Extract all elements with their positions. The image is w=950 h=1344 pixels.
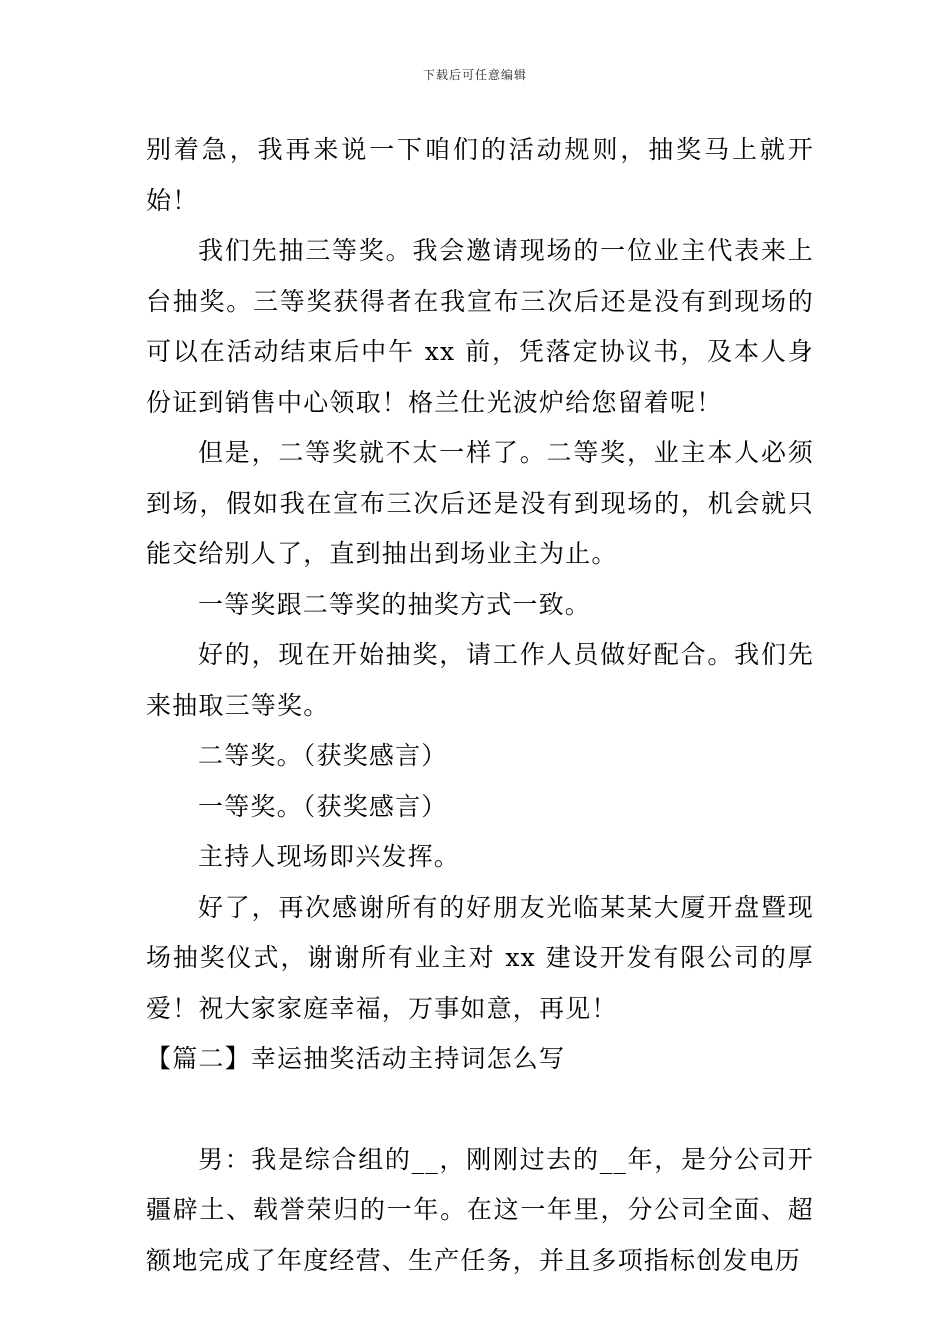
header-note: 下载后可任意编辑 <box>422 68 527 82</box>
paragraph: 好了，再次感谢所有的好朋友光临某某大厦开盘暨现场抽奖仪式，谢谢所有业主对 xx 建设开发有限公司的厚爱！祝大家家庭幸福，万事如意，再见！ <box>146 892 814 1023</box>
paragraph: 但是，二等奖就不太一样了。二等奖，业主本人必须到场，假如我在宣布三次后还是没有到现场的，机会就只能交给别人了，直到抽出到场业主为止。 <box>146 438 814 568</box>
paragraph: 一等奖。（获奖感言） <box>198 791 448 821</box>
paragraph: 二等奖。（获奖感言） <box>198 741 448 770</box>
document-body <box>146 125 814 1286</box>
paragraph: 我们先抽三等奖。我会邀请现场的一位业主代表来上台抽奖。三等奖获得者在我宣布三次后还是没有到现场的可以在活动结束后中午 xx 前，凭落定协议书，及本人身份证到销售中心领取！格兰仕光波炉给您留着呢！ <box>146 236 814 417</box>
paragraph: 一等奖跟二等奖的抽奖方式一致。 <box>198 589 592 619</box>
paragraph: 好的，现在开始抽奖，请工作人员做好配合。我们先来抽取三等奖。 <box>146 640 814 720</box>
paragraph: 主持人现场即兴发挥。 <box>198 842 461 871</box>
paragraph: 男：我是综合组的__，刚刚过去的__年，是分公司开疆辟土、载誉荣归的一年。在这一年里，分公司全面、超额地完成了年度经营、生产任务，并且多项指标创发电历 <box>146 1144 814 1275</box>
paragraph: 别着急，我再来说一下咱们的活动规则，抽奖马上就开始！ <box>146 135 814 215</box>
section-heading: 【篇二】幸运抽奖活动主持词怎么写 <box>146 1044 566 1073</box>
blank-line <box>146 1085 814 1135</box>
